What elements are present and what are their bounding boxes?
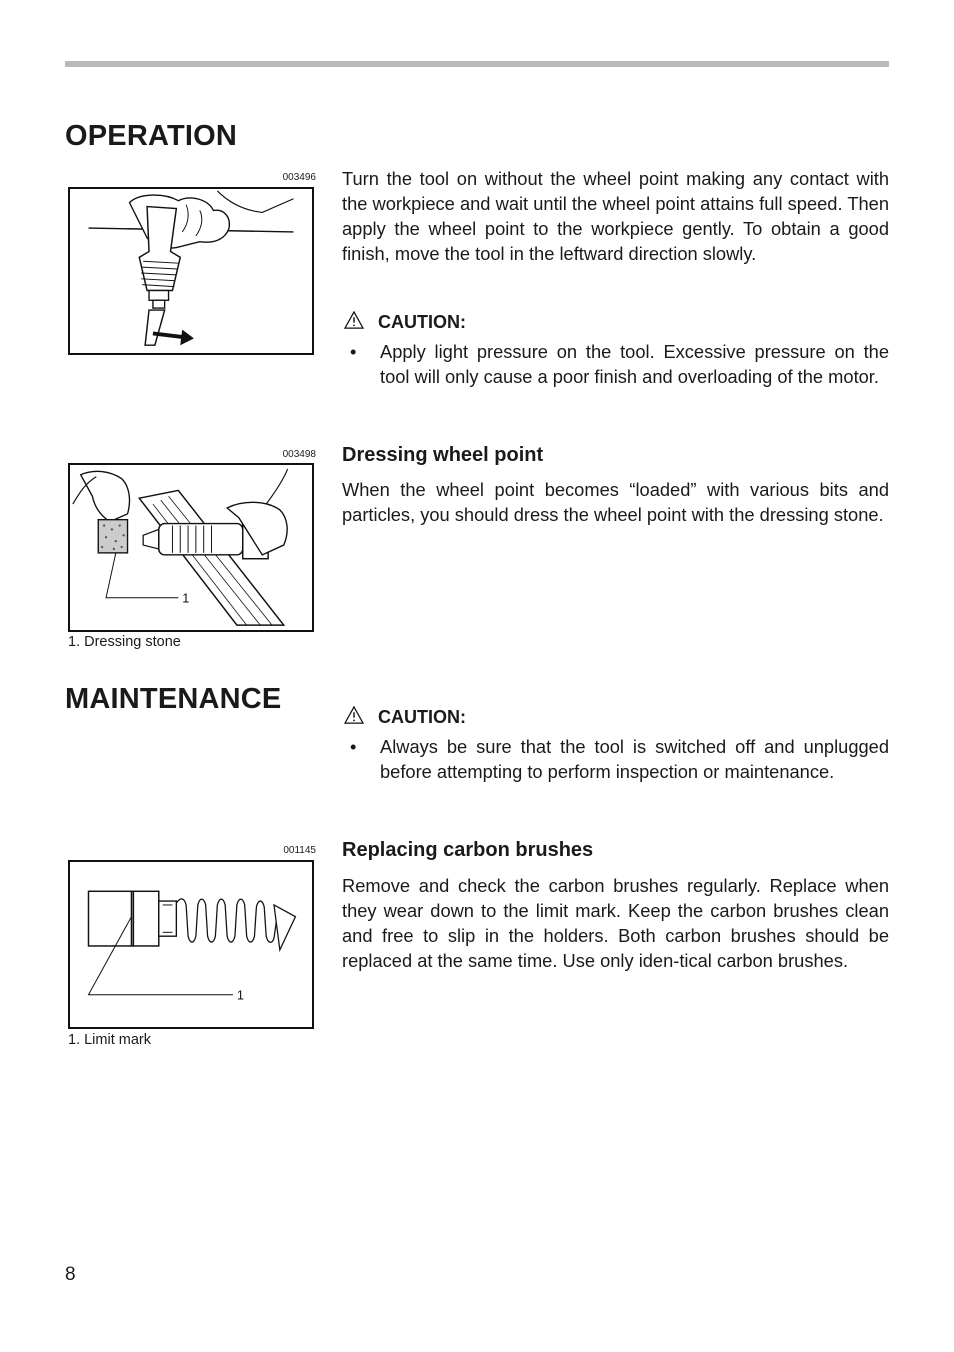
figure-code-operation: 003496 — [282, 172, 316, 183]
warning-triangle-icon — [344, 706, 366, 729]
figure-caption-dressing: 1. Dressing stone — [68, 634, 181, 650]
figure-carbon-brush — [68, 860, 314, 1029]
page-number: 8 — [65, 1264, 76, 1285]
bullet-icon: • — [350, 736, 357, 757]
caution-bullet-maintenance — [342, 734, 889, 784]
figure-caption-brushes: 1. Limit mark — [68, 1032, 151, 1048]
dressing-heading: Dressing wheel point — [342, 444, 544, 466]
caution-bullet-text: Always be sure that the tool is switched off and unplugged before attempting to perform inspection or maintenance. — [380, 736, 889, 782]
brushes-text: Remove and check the carbon brushes regularly. Replace when they wear down to the limit mark. Keep the carbon brushes clean and free to slip in the holders. Both carbon brushes should be replaced at the same time. Use only iden-tical carbon brushes. — [342, 875, 889, 971]
caution-operation — [344, 311, 466, 334]
caution-maintenance — [344, 706, 466, 729]
figure-code-dressing: 003498 — [282, 449, 316, 460]
figure-dressing-stone — [68, 463, 314, 632]
operation-text: Turn the tool on without the wheel point making any contact with the workpiece and wait until the wheel point attains full speed. Then apply the wheel point to the workpiece gently. To obtain a good finish, move the tool in the leftward direction slowly. — [342, 168, 889, 264]
carbon-brush-illustration — [70, 862, 312, 1027]
warning-triangle-icon — [344, 311, 366, 334]
callout-number: 1 — [236, 988, 244, 1003]
bullet-icon: • — [350, 341, 357, 362]
caution-bullet-operation — [342, 339, 889, 389]
maintenance-title: MAINTENANCE — [65, 683, 282, 715]
brushes-heading: Replacing carbon brushes — [342, 839, 594, 861]
dressing-stone-illustration — [70, 465, 312, 630]
dressing-text: When the wheel point becomes “loaded” with various bits and particles, you should dress the wheel point with the dressing stone. — [342, 479, 889, 525]
top-rule — [65, 61, 889, 67]
caution-label: CAUTION: — [378, 707, 466, 727]
operation-title: OPERATION — [65, 120, 238, 152]
grinder-operation-illustration — [70, 189, 312, 353]
figure-grinder-operation — [68, 187, 314, 355]
callout-number: 1 — [182, 591, 190, 606]
caution-bullet-text: Apply light pressure on the tool. Excessive pressure on the tool will only cause a poor finish and overloading of the motor. — [380, 341, 889, 387]
caution-label: CAUTION: — [378, 312, 466, 332]
figure-code-brushes: 001145 — [283, 845, 316, 856]
